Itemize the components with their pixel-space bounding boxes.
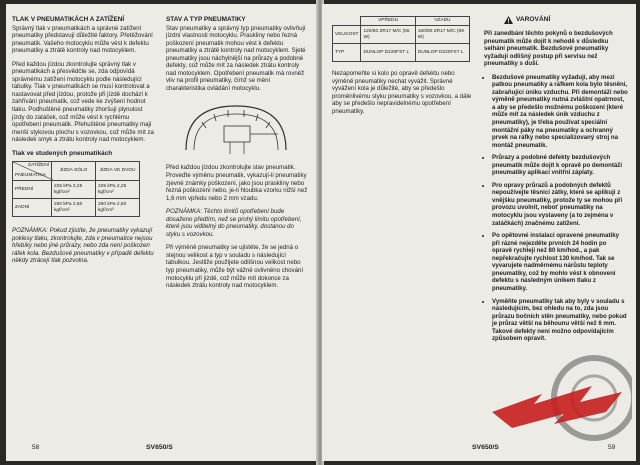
- warning-intro: Při zanedbání těchto pokynů o bezdušových pneumatik může dojít k nehodě v důsledku selhání pneumatik. Bezdušové pneumatiky vyžadují odlišný postup při servisu než pneumatiky s duší.: [484, 30, 613, 68]
- list-item: • Po opětovné instalaci opravené pneumatiky při rázné nejezděte prvních 24 hodin po opravě rychleji než 80 km/hod., a pak nepřekračujte rychlost 130 km/hod. Tak se vyvarujete nadměrnému nárůstu teploty pneumatiky, což by mohlo vést k obnovení defektu s následným únikem tlaku z pneumatiky.: [492, 232, 628, 292]
- row-label: VELIKOST: [333, 26, 361, 44]
- column-header: VZADU: [415, 17, 469, 26]
- warning-triangle-icon: [504, 16, 513, 24]
- pressure-table: [12, 161, 140, 217]
- table-cell: 225 kPa 2,25 kgf/cm²: [52, 181, 96, 199]
- paragraph: Stav pneumatiky a správný typ pneumatiky ovlivňují jízdní vlastnosti motocyklu. Praskliny nebo řezná poškození pneumatik mohou vést k defektu pneumatiky a ztrátě kontroly nad motocyklem. Sjeté pneumatiky jsou náchylnější na průrazy a podobné defekty, což může mít za následek ztrátu kontroly nad motocyklem. Opotřebení pneumatik má rovněž vliv na profil pneumatiky, čímž se mění charakteristika ovládání motocyklu.: [166, 24, 306, 92]
- paragraph: Nezapomeňte si kolo po opravě defektu nebo výměně pneumatiky nechat vyvážit. Správné vyvážení kola je důležité, aby se předešlo proměnlivému styku pneumatiky s vozovkou, a dále aby se předešlo nepravidelnému opotřebení pneumatiky.: [332, 70, 472, 115]
- note: POZNÁMKA: Těchto limitů opotřebení bude dosaženo předtím, než se prohý limitu opotřebení, které jsou viditelný do pneumatiky, dostanou do styku s vozovkou.: [166, 208, 302, 238]
- warning-heading: [504, 16, 628, 24]
- table-cell: 250 kPa 2,50 kgf/cm²: [96, 199, 140, 217]
- row-label: PŘEDNÍ: [13, 181, 52, 199]
- model-name: SV650/S: [146, 444, 173, 451]
- row-label: TYP: [333, 44, 361, 62]
- left-column-1: [12, 16, 154, 271]
- column-header: VPŘEDU: [361, 17, 415, 26]
- paragraph: Před každou jízdou zkontrolujte správný tlak v pneumatikách a přesvědčte se, zda odpovídá správnému zatížení motocyklu podle následující tabulky. Tlak v pneumatikách se musí kontrolovat a nastavovat před jízdou, protože při jízdě dochází k zahřívání pneumatik, což vede ke zvýšení hodnot tlaku. Podhuštěné pneumatiky zhoršují plynulost jízdy do zatáček, což může vést k rychlému opotřebení pneumatik. Přehuštěné pneumatiky mají menší stykovou plochu s vozovkou, což může mít za následek smyk a ztrátu kontroly nad motocyklem.: [12, 60, 154, 144]
- right-column-1: [332, 16, 474, 121]
- row-label: ZADNÍ: [13, 199, 52, 217]
- table-cell: DUNLOP D220FST L: [415, 44, 469, 62]
- model-name: SV650/S: [472, 444, 499, 451]
- left-page: [6, 4, 318, 461]
- list-item: • Vyměňte pneumatiky tak aby byly v souladu s následujícím, bez ohledu na to, zda jsou průrazu bočních stěn pneumatiky, nebo pokud je průraz větší na běhounu větší než 6 mm. Takové defekty není možno odpovídajícím způsobem opravit.: [492, 298, 628, 343]
- left-column-2: [166, 16, 308, 296]
- paragraph: Při výměně pneumatiky se ujistěte, že se jedná o stejnou velikost a typ v souladu s následující tabulkou. Jestliže použijete odlišnou velikost nebo typ pneumatiky, může být vážně ovlivněno chování motocyklu při jízdě, což může mít dokonce za následek ztrátu kontroly nad motocyklem.: [166, 244, 304, 290]
- column-header: JÍZDA VE DVOU: [96, 162, 140, 181]
- section-heading-tire-condition: STAV A TYP PNEUMATIKY: [166, 16, 246, 23]
- section-heading-tire-pressure: TLAK V PNEUMATIKÁCH A ZATÍŽENÍ: [12, 16, 125, 23]
- table-corner-cell: [13, 162, 52, 181]
- page-number: 59: [608, 444, 616, 451]
- watermark-logo: [482, 320, 632, 455]
- warning-label: VAROVÁNÍ: [516, 16, 551, 24]
- page-number: 58: [32, 444, 40, 451]
- table-cell: 250 kPa 2,50 kgf/cm²: [52, 199, 96, 217]
- table-cell: DUNLOP D220FST L: [361, 44, 415, 62]
- right-column-2: [484, 16, 628, 348]
- table-cell: 225 kPa 2,25 kgf/cm²: [96, 181, 140, 199]
- diag-bottom-label: PNEUMATIKA: [15, 173, 46, 179]
- diag-top-label: ZATÍŽENÍ: [28, 163, 49, 169]
- table-title: Tlak ve studených pneumatikách: [12, 149, 113, 157]
- tire-spec-table: [332, 16, 470, 62]
- tread-depth-illustration: [166, 98, 308, 158]
- list-item: • Bezdušové pneumatiky vyžadují, aby mezi patkou pneumatiky a ráfkem kola bylo těsnění, zabraňující úniku vzduchu. Při demontáži nebo výměně pneumatiky nutná zvláštní opatrnost, a aby se předešlo možnému poškození (které může mít za následek únik vzduchu z pneumatiky), je třeba používat speciální montážní páky na pneumatiky a ochranný prvek na ráfky nebo specializovaný stroj na montáž pneumatik.: [492, 74, 628, 149]
- list-item: • Pro opravy průrazů a podobných defektů nepoužívejte těsnicí zátky, které se aplikují z vnějšku pneumatiky, protože ty se mohou při provozu uvolnit, neboť pneumatiky na motocyklu jsou vystaveny (a to zejména v zatáčkách) značnému zatížení.: [492, 182, 628, 227]
- paragraph: Před každou jízdou zkontrolujte stav pneumatik. Proveďte výměnu pneumatik, vykazují-li pneumatiky zjevné známky poškození, jako jsou praskliny nebo řezná poškození nebo, je-li hloubka vzorku nižší než 1,6 mm vpředu nebo 2 mm vzadu.: [166, 164, 308, 202]
- column-header: JÍZDA SÓLO: [52, 162, 96, 181]
- warning-list: [484, 74, 628, 343]
- note: POZNÁMKA: Pokud zjistíte, že pneumatiky vykazují poklesy tlaku, zkontrolujte, zda v pneumatice nejsou hřebíky nebo jiné průrazy, nebo zda není poškozen ráfek kola. Bezdušové pneumatiky v případě defektu někdy ztrácejí tlak pozvolna.: [12, 227, 154, 265]
- table-cell: 120/60 ZR17 M/C (55 W): [361, 26, 415, 44]
- empty-cell: [333, 17, 361, 26]
- list-item: • Průrazy a podobné defekty bezdušových pneumatik může dojít k opravě po demontáži pneumatiky aplikací vnitřní záplaty.: [492, 154, 628, 177]
- paragraph: Správný tlak v pneumatikách a správné zatížení pneumatiky představují důležité faktory. Přetěžování pneumatik. Vašeho motocyklu může vést k defektu pneumatiky a ztrátě kontroly nad motocyklem.: [12, 24, 153, 55]
- right-page: [322, 4, 636, 461]
- table-cell: 160/60 ZR17 M/C (69 W): [415, 26, 469, 44]
